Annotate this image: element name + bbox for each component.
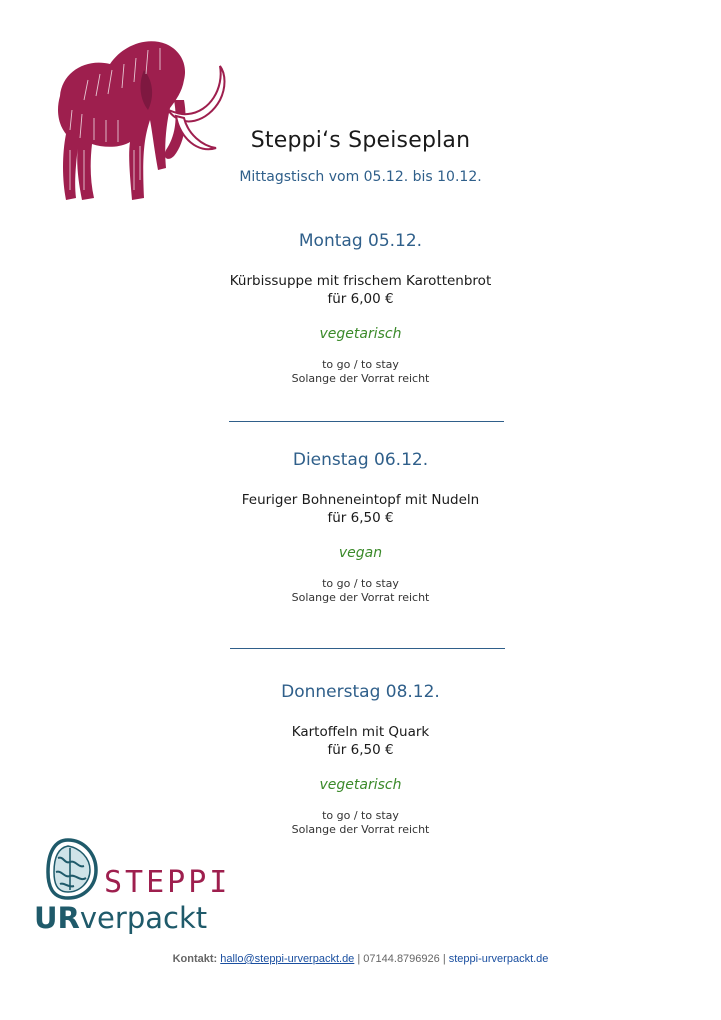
availability-note: Solange der Vorrat reicht bbox=[291, 591, 430, 604]
availability-note: Solange der Vorrat reicht bbox=[291, 823, 430, 836]
page-subtitle: Mittagstisch vom 05.12. bis 10.12. bbox=[239, 169, 482, 185]
dish-name: Feuriger Bohneneintopf mit Nudeln bbox=[241, 492, 480, 508]
serving-info: to go / to stay bbox=[322, 358, 399, 371]
separator: | bbox=[357, 953, 361, 965]
dish-price: für 6,50 € bbox=[327, 510, 394, 526]
page-title: Steppi‘s Speiseplan bbox=[250, 128, 471, 153]
phone-number: 07144.8796926 bbox=[363, 953, 440, 965]
menu-day-monday bbox=[0, 229, 721, 386]
steppi-urverpackt-logo bbox=[34, 836, 231, 936]
dish-price: für 6,00 € bbox=[327, 291, 394, 307]
footer-contact bbox=[0, 953, 721, 965]
diet-tag: vegan bbox=[338, 545, 383, 561]
section-divider bbox=[230, 648, 505, 649]
contact-label: Kontakt: bbox=[172, 953, 218, 965]
walnut-icon bbox=[48, 840, 96, 898]
dish-name: Kürbissuppe mit frischem Karottenbrot bbox=[229, 273, 492, 289]
logo-line-1: STEPPI bbox=[104, 865, 231, 900]
logo-verpackt: verpackt bbox=[79, 901, 208, 935]
dish-name: Kartoffeln mit Quark bbox=[291, 724, 430, 740]
day-heading: Montag 05.12. bbox=[298, 231, 423, 251]
availability-note: Solange der Vorrat reicht bbox=[291, 372, 430, 385]
website-link[interactable]: steppi-urverpackt.de bbox=[448, 953, 549, 965]
email-link[interactable]: hallo@steppi-urverpackt.de bbox=[220, 953, 355, 965]
menu-day-thursday bbox=[0, 680, 721, 837]
logo-line-2 bbox=[34, 901, 207, 935]
logo-ur: UR bbox=[34, 901, 80, 935]
serving-info: to go / to stay bbox=[322, 577, 399, 590]
diet-tag: vegetarisch bbox=[319, 326, 402, 342]
menu-day-tuesday bbox=[0, 448, 721, 605]
separator: | bbox=[442, 953, 446, 965]
serving-info: to go / to stay bbox=[322, 809, 399, 822]
section-divider bbox=[229, 421, 504, 422]
day-heading: Donnerstag 08.12. bbox=[281, 682, 440, 702]
dish-price: für 6,50 € bbox=[327, 742, 394, 758]
day-heading: Dienstag 06.12. bbox=[292, 450, 429, 470]
diet-tag: vegetarisch bbox=[319, 777, 402, 793]
